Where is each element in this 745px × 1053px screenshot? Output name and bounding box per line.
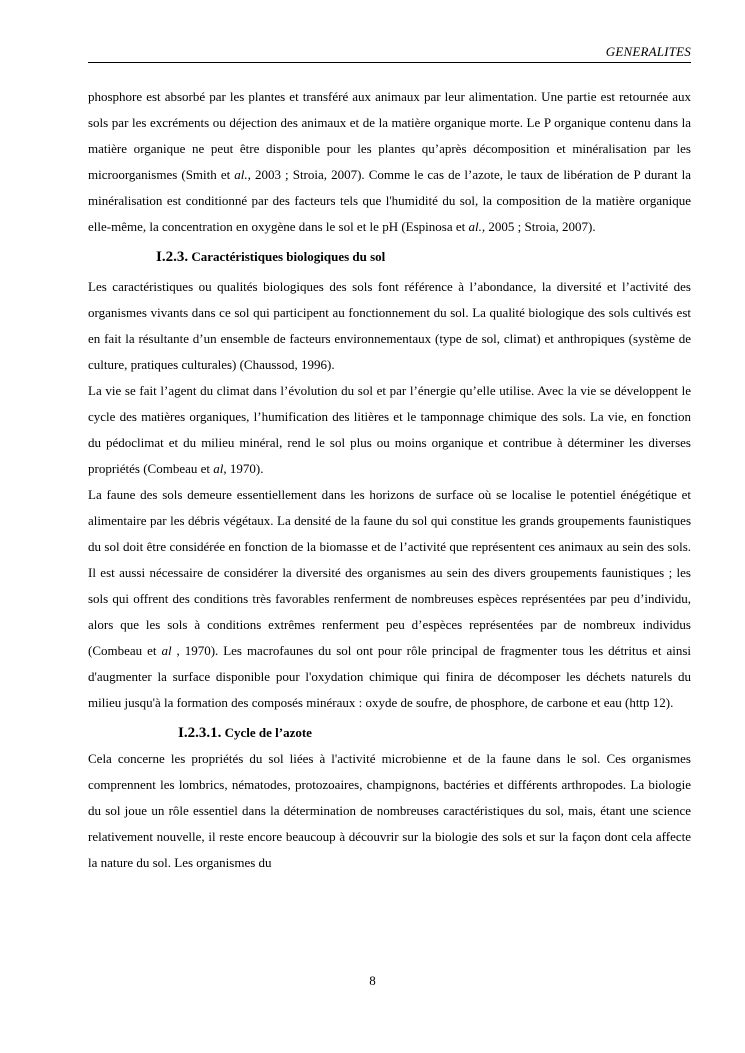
- text-span: La vie se fait l’agent du climat dans l’évolution du sol et par l’énergie qu’elle utilise. Avec la vie se développent le cycle des matières organiques, l’humification des litières et le tamponnage chimique des sols. La vie, en fonction du pédoclimat et du milieu minéral, rend le sol plus ou moins organique et contribue à déterminer les diverses propriétés (Combeau et: [88, 383, 691, 476]
- section-heading-biological: [88, 244, 691, 270]
- paragraph-soil-organisms: Cela concerne les propriétés du sol liées à l'activité microbienne et de la faune dans le sol. Ces organismes comprennent les lombrics, nématodes, protozoaires, champignons, bactéries et différents arthropodes. La biologie du sol joue un rôle essentiel dans la détermination de nombreuses caractéristiques du sol, mais, étant une science relativement nouvelle, il reste encore beaucoup à découvrir sur la biologie des sols et sur la façon dont cela affecte la nature du sol. Les organismes du: [88, 751, 691, 870]
- italic-span: al: [161, 643, 172, 658]
- paragraph-soil-fauna: [88, 482, 691, 716]
- text-span: , 1970).: [223, 461, 264, 476]
- italic-span: al.,: [234, 167, 251, 182]
- header-title: GENERALITES: [605, 44, 691, 59]
- italic-span: al: [213, 461, 224, 476]
- heading-number: I.2.3.: [156, 249, 189, 265]
- paragraph-life-agent: [88, 378, 691, 482]
- text-span: 2005 ; Stroia, 2007).: [485, 219, 596, 234]
- heading-text: Cycle de l’azote: [224, 725, 312, 740]
- paragraph-phosphorus: [88, 84, 691, 240]
- page-number: 8: [369, 973, 376, 988]
- italic-span: al.,: [468, 219, 486, 234]
- page-body: [88, 84, 691, 876]
- text-span: phosphore est absorbé par les plantes et transféré aux animaux par leur alimentation. Une partie est retournée aux sols par les excréments ou déjection des animaux et de la matière organique morte. Le P organique contenu dans la matière organique ne peut être disponible pour les plantes qu’après décomposition et minéralisation par les microorganismes (Smith et: [88, 89, 691, 182]
- running-header: [88, 42, 691, 63]
- heading-text: Caractéristiques biologiques du sol: [191, 249, 386, 264]
- text-span: 2003 ; Stroia, 2007). Comme le cas de l’azote, le taux de libération de P durant la minéralisation est conditionné par des facteurs tels que l'humidité du sol, la composition de la matière organique elle-même, la concentration en oxygène dans le sol et le pH (Espinosa et: [88, 167, 692, 234]
- heading-number: I.2.3.1.: [178, 725, 222, 741]
- text-span: La faune des sols demeure essentiellement dans les horizons de surface où se localise le potentiel énégétique et alimentaire par les débris végétaux. La densité de la faune du sol qui constitue les grands groupements faunistiques du sol doit être considérée en fonction de la biomasse et de l’activité que représentent ces animaux au sein des sols. Il est aussi nécessaire de considérer la diversité des organismes au sein des divers groupements faunistiques ; les sols qui offrent des conditions très favorables renferment de nombreuses espèces représentées par peu d’individu, alors que les sols à conditions extrêmes renferment peu d’espèces représentées par de nombreux individus (Combeau et: [88, 487, 691, 658]
- paragraph-biological-quality: Les caractéristiques ou qualités biologiques des sols font référence à l’abondance, la diversité et l’activité des organismes vivants dans ce sol qui participent au fonctionnement du sol. La qualité biologique des sols cultivés est en fait la résultante d’un ensemble de facteurs environnementaux (type de sol, climat) et anthropiques (système de culture, pratiques culturales) (Chaussod, 1996).: [88, 279, 691, 372]
- text-span: , 1970). Les macrofaunes du sol ont pour rôle principal de fragmenter tous les détritus et ainsi d'augmenter la surface disponible pour l'oxydation chimique qui finira de décomposer les déchets naturels du milieu jusqu'à la formation des composés minéraux : oxyde de soufre, de phosphore, de carbone et eau (http 12).: [88, 643, 691, 710]
- section-heading-nitrogen-cycle: [88, 720, 691, 746]
